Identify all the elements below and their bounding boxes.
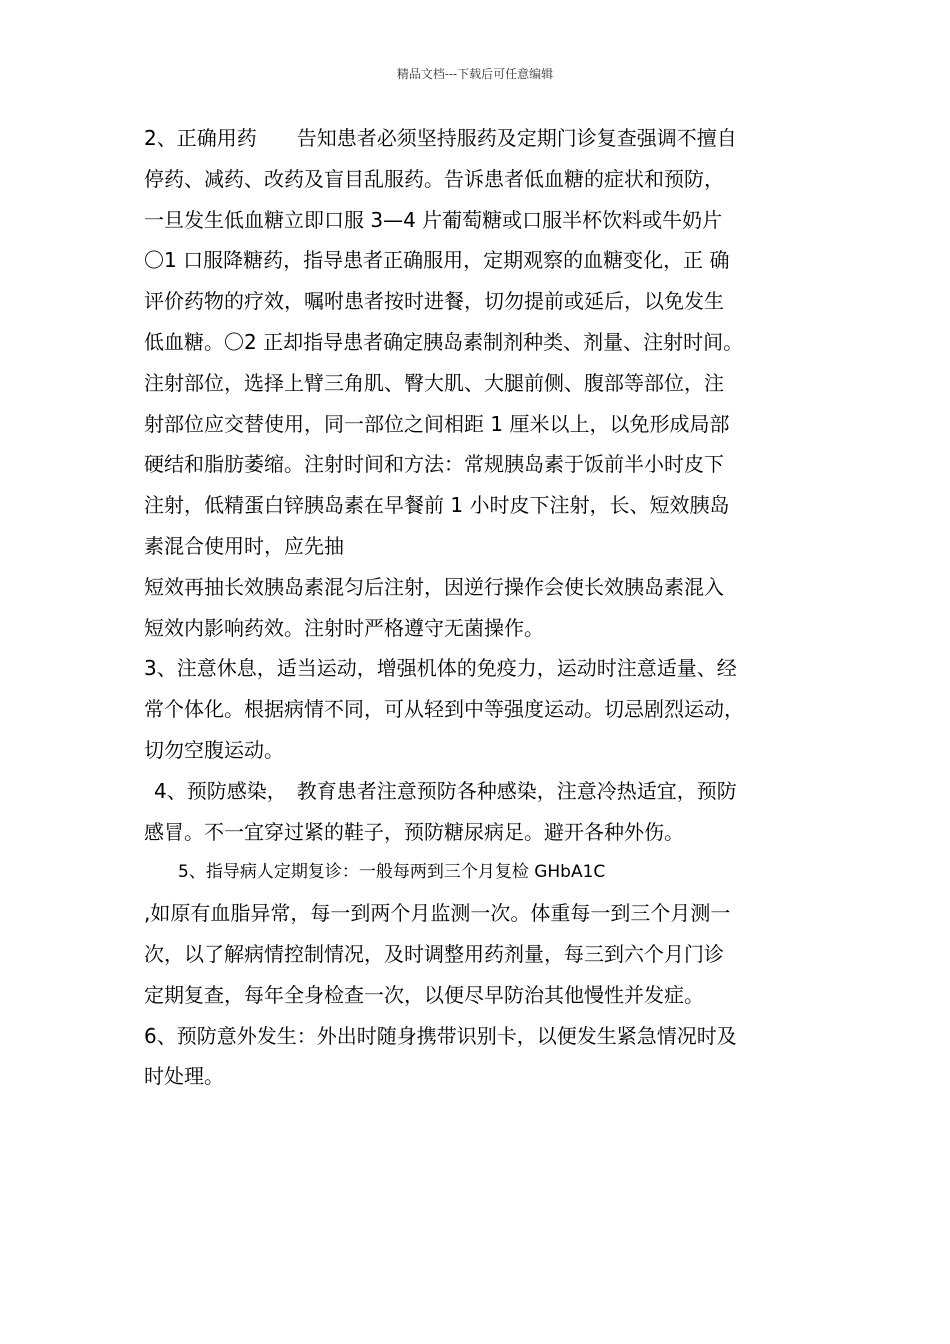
paragraph-line: 低血糖。〇2 正却指导患者确定胰岛素制剂种类、剂量、注射时间。 (144, 329, 744, 354)
paragraph-line: 常个体化。根据病情不同，可从轻到中等强度运动。切忌剧烈运动， (144, 697, 744, 722)
paragraph-line: 停药、减药、改药及盲目乱服药。告诉患者低血糖的症状和预防， (144, 166, 724, 191)
paragraph-line: 一旦发生低血糖立即口服 3—4 片葡萄糖或口服半杯饮料或牛奶片 (144, 207, 723, 232)
document-body (144, 118, 824, 1097)
paragraph-line: 评价药物的疗效，嘱咐患者按时进餐，切勿提前或延后，以免发生 (144, 289, 724, 314)
paragraph-line: 2、正确用药 告知患者必须坚持服药及定期门诊复查强调不擅自 (144, 126, 737, 150)
paragraph-line: 射部位应交替使用，同一部位之间相距 1 厘米以上，以免形成局部 (144, 411, 730, 436)
paragraph-line: 切勿空腹运动。 (144, 737, 284, 762)
paragraph-line: 短效再抽长效胰岛素混匀后注射，因逆行操作会使长效胰岛素混入 (144, 574, 724, 599)
paragraph-line: 5、指导病人定期复诊：一般每两到三个月复检 GHbA1C (178, 862, 606, 883)
paragraph-line: 6、预防意外发生：外出时随身携带识别卡，以便发生紧急情况时及 (144, 1023, 737, 1048)
paragraph-line: 短效内影响药效。注射时严格遵守无菌操作。 (144, 615, 544, 640)
paragraph-line: 感冒。不一宜穿过紧的鞋子，预防糖尿病足。避开各种外伤。 (144, 819, 684, 844)
paragraph-line: 定期复查，每年全身检查一次，以便尽早防治其他慢性并发症。 (144, 982, 704, 1007)
paragraph-line: ,如原有血脂异常，每一到两个月监测一次。体重每一到三个月测一 (144, 901, 731, 926)
paragraph-line: 素混合使用时，应先抽 (144, 533, 344, 558)
paragraph-line: 次，以了解病情控制情况，及时调整用药剂量，每三到六个月门诊 (144, 941, 724, 966)
paragraph-line: 注射部位，选择上臂三角肌、臀大肌、大腿前侧、腹部等部位，注 (144, 370, 724, 395)
paragraph-line: 注射，低精蛋白锌胰岛素在早餐前 1 小时皮下注射，长、短效胰岛 (144, 493, 730, 518)
paragraph-line: 4、预防感染， 教育患者注意预防各种感染，注意冷热适宜，预防 (154, 778, 737, 803)
paragraph-line: 时处理。 (144, 1064, 224, 1089)
paragraph-line: 硬结和脂肪萎缩。注射时间和方法：常规胰岛素于饭前半小时皮下 (144, 452, 724, 477)
page-header: 精品文档---下载后可任意编辑 (396, 67, 554, 81)
paragraph-line: 3、注意休息，适当运动，增强机体的免疫力，运动时注意适量、经 (144, 656, 737, 681)
paragraph-line: 〇1 口服降糖药，指导患者正确服用，定期观察的血糖变化，正 确 (144, 248, 730, 273)
